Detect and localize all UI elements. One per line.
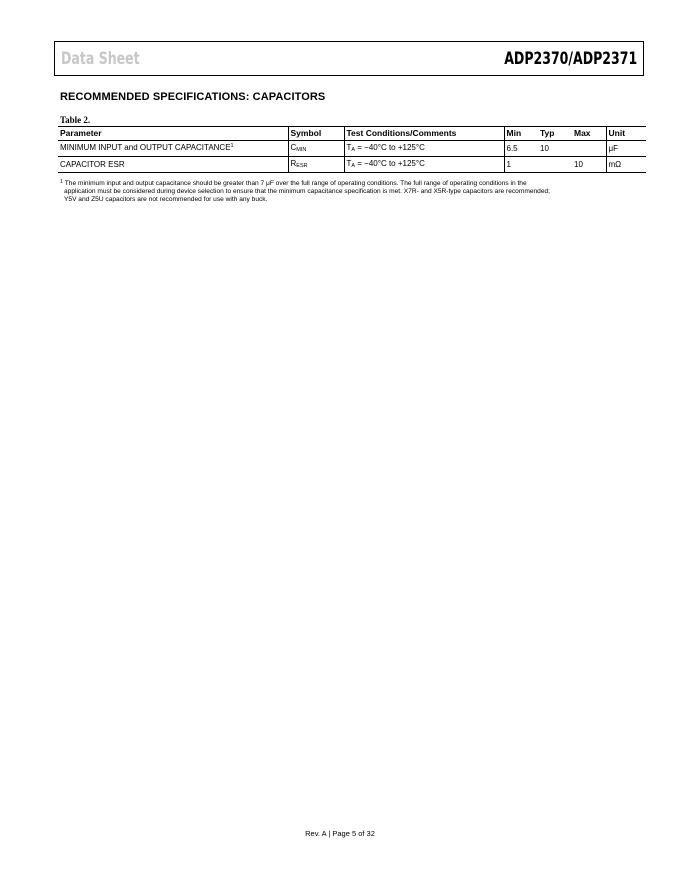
footnote-line-3: Y5V and Z5U capacitors are not recommended for use with any buck. [64, 196, 268, 203]
test-range: = −40°C to +125°C [355, 159, 425, 168]
table-footnote [60, 180, 645, 204]
column-header-unit: Unit [606, 127, 646, 141]
test-symbol: T [346, 143, 352, 152]
footnote-line-1: The minimum input and output capacitance should be greater than 7 μF over the full range of operating conditions. The full range of operating conditions in the [64, 180, 527, 187]
section-title: RECOMMENDED SPECIFICATIONS: CAPACITORS [60, 91, 326, 103]
header-part-number: ADP2370/ADP2371 [503, 49, 637, 69]
column-header-test-conditions: Test Conditions/Comments [344, 127, 504, 141]
test-symbol: T [346, 159, 352, 168]
page-footer: Rev. A | Page 5 of 32 [305, 829, 375, 838]
symbol-text: R [290, 159, 297, 168]
parameter-cell [58, 157, 288, 173]
footnote-line-2: application must be considered during device selection to ensure that the minimum capacitance specification is met. X7R- and X5R-type capacitors are recommended; [64, 188, 550, 195]
min-cell: 1 [504, 157, 538, 173]
symbol-cell [288, 141, 344, 157]
unit-cell: mΩ [606, 157, 646, 173]
parameter-text: CAPACITOR ESR [60, 160, 125, 169]
typ-cell: 10 [538, 141, 572, 157]
page-header [54, 41, 644, 76]
table-caption: Table 2. [60, 115, 91, 125]
footnote-marker: 1 [60, 179, 63, 185]
test-conditions-cell [344, 141, 504, 157]
symbol-text: C [290, 143, 297, 152]
column-header-symbol: Symbol [288, 127, 344, 141]
test-subscript: A [351, 147, 356, 153]
column-header-parameter: Parameter [58, 127, 288, 141]
table-row [58, 157, 646, 173]
typ-cell [538, 157, 572, 173]
test-subscript: A [351, 163, 356, 169]
table-header-row [58, 127, 646, 141]
column-header-max: Max [572, 127, 606, 141]
parameter-text: MINIMUM INPUT and OUTPUT CAPACITANCE [60, 143, 231, 152]
test-conditions-cell [344, 157, 504, 173]
parameter-cell [58, 141, 288, 157]
capacitor-spec-table [58, 126, 646, 173]
unit-cell: μF [606, 141, 646, 157]
column-header-min: Min [504, 127, 538, 141]
min-cell: 6.5 [504, 141, 538, 157]
symbol-subscript: ESR [296, 163, 308, 169]
max-cell: 10 [572, 157, 606, 173]
symbol-subscript: MIN [296, 147, 307, 153]
max-cell [572, 141, 606, 157]
symbol-cell [288, 157, 344, 173]
footnote-reference: 1 [230, 143, 234, 149]
header-data-sheet-label: Data Sheet [61, 49, 140, 69]
table-row [58, 141, 646, 157]
test-range: = −40°C to +125°C [355, 143, 425, 152]
column-header-typ: Typ [538, 127, 572, 141]
